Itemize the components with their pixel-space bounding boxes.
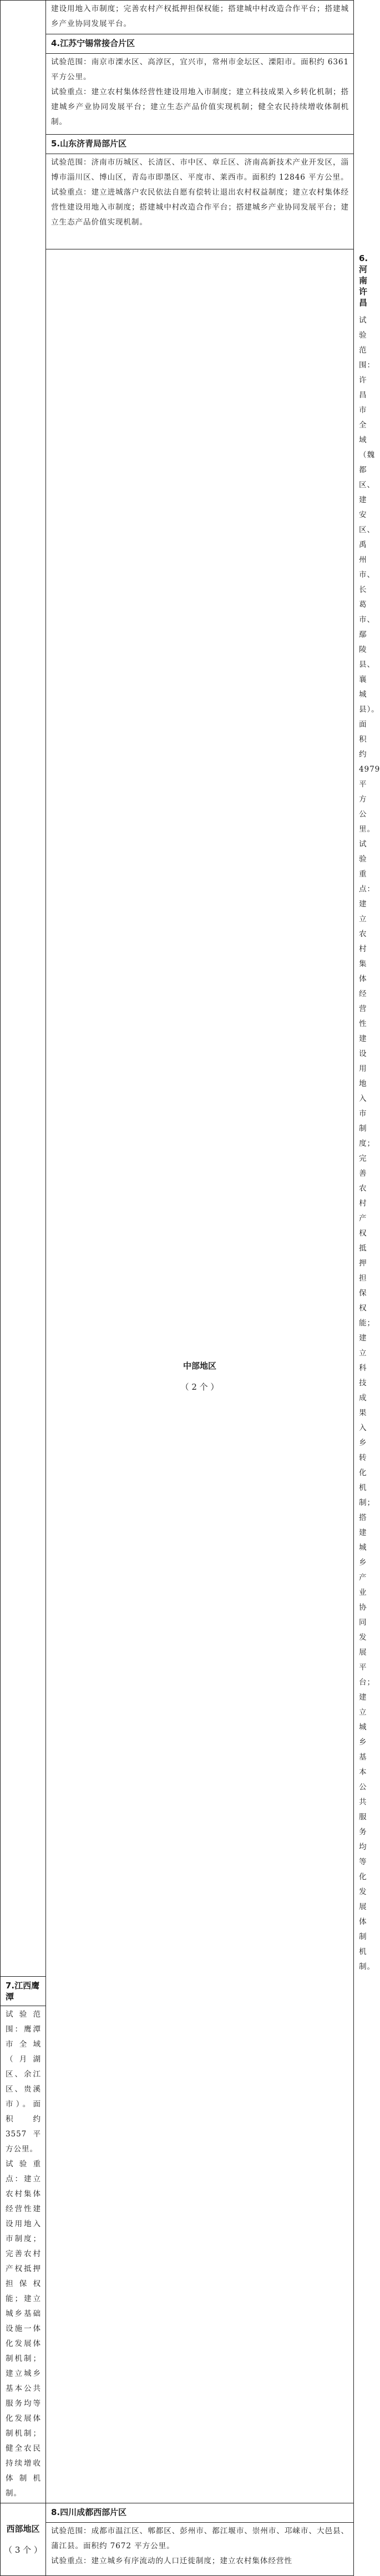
scope-label: 试验范围： [359,316,375,370]
focus-label: 试验重点： [6,2160,41,2184]
zone-8-details [46,2523,354,2576]
table-row [1,135,354,154]
focus-paragraph [51,2554,349,2569]
table-row [1,2523,354,2576]
scope-label: 试验范围： [51,2527,92,2536]
focus-text: 建立农村集体经营性建设用地入市制度；建立科技成果入乡转化机制；搭建城乡产业协同发展平台；建立生态产品价值实现机制；健全农民持续增收体制机制。 [51,88,349,126]
region-cell-central [46,249,354,2503]
table-row [1,2503,354,2523]
focus-paragraph [6,2157,41,2501]
focus-label: 试验重点： [51,88,92,96]
table-row: 中部地区 （ 2 个 ） 6.河南许昌 [1,249,354,312]
scope-text: 南京市溧水区、高淳区，宜兴市，常州市金坛区、溧阳市。面积约 6361 平方公里。 [51,58,349,81]
focus-text: 建立农村集体经营性建设用地入市制度；完善农村产权抵押担保权能；建立科技成果入乡转化机制；搭建城乡产业协同发展平台；建立城乡基本公共服务均等化发展体制机制。 [359,900,375,1971]
focus-label: 试验重点： [51,2557,92,2565]
zone-title-4: 4.江苏宁锡常接合片区 [46,34,354,54]
zone-3-focus-continued [46,1,354,34]
region-name: 西部地区 [6,2524,40,2534]
region-name: 中部地区 [183,1360,216,1371]
scope-text: 成都市温江区、郫都区、彭州市、都江堰市、崇州市、邛崃市、大邑县、蒲江县。面积约 7672 平方公里。 [51,2527,349,2551]
zone-title-5: 5.山东济青局部片区 [46,135,354,154]
scope-label: 试验范围： [6,2010,41,2034]
focus-text: 建立城乡有序流动的人口迁徙制度；建立农村集体经营性 [91,2557,292,2565]
scope-paragraph [6,2007,41,2157]
focus-text: 建立农村集体经营性建设用地入市制度；完善农村产权抵押担保权能；建立城乡基础设施一体化发展体制机制；建立城乡基本公共服务均等化发展体制机制；健全农民持续增收体制机制。 [6,2175,41,2498]
table-row [1,1,354,34]
table-row [1,154,354,249]
region-count: （ 3 个 ） [4,2545,42,2555]
focus-paragraph [51,85,349,130]
region-count: （ 2 个 ） [180,1381,219,1392]
focus-text: 建立进城落户农民依法自愿有偿转让退出农村权益制度；建立农村集体经营性建设用地入市制度；搭建城中村改造合作平台；搭建城乡产业协同发展平台；建立生态产品价值实现机制。 [51,188,349,227]
scope-label: 试验范围： [51,158,92,167]
focus-label: 试验重点： [359,840,375,894]
scope-paragraph [51,2524,349,2554]
scope-text: 许昌市全域（魏都区、建安区、禹州市、长葛市、鄢陵县、襄城县）。面积约 4979 平方公里。 [359,376,380,834]
scope-paragraph [51,155,349,185]
zone-4-details [46,54,354,135]
focus-text: 建设用地入市制度；完善农村产权抵押担保权能；搭建城中村改造合作平台；搭建城乡产业协同发展平台。 [51,4,349,28]
scope-text: 鹰潭市全域（月湖区、余江区、贵溪市）。面积约 3557 平方公里。 [6,2025,41,2154]
focus-label: 试验重点： [51,188,92,197]
scope-text: 济南市历城区、长清区、市中区、章丘区、济南高新技术产业开发区，淄博市淄川区、博山区，青岛市即墨区、平度市、莱西市。面积约 12846 平方公里。 [51,158,349,182]
zone-7-details [1,2006,46,2503]
table-row [1,54,354,135]
scope-paragraph [51,55,349,85]
zone-5-details [46,154,354,249]
focus-paragraph [51,185,349,230]
zone-title-8: 8.四川成都西部片区 [46,2503,354,2523]
region-cell-east [1,1,46,1977]
table-row [1,34,354,54]
region-cell-west [1,2503,46,2576]
zone-title-7: 7.江西鹰潭 [1,1977,46,2006]
scope-label: 试验范围： [51,58,92,67]
